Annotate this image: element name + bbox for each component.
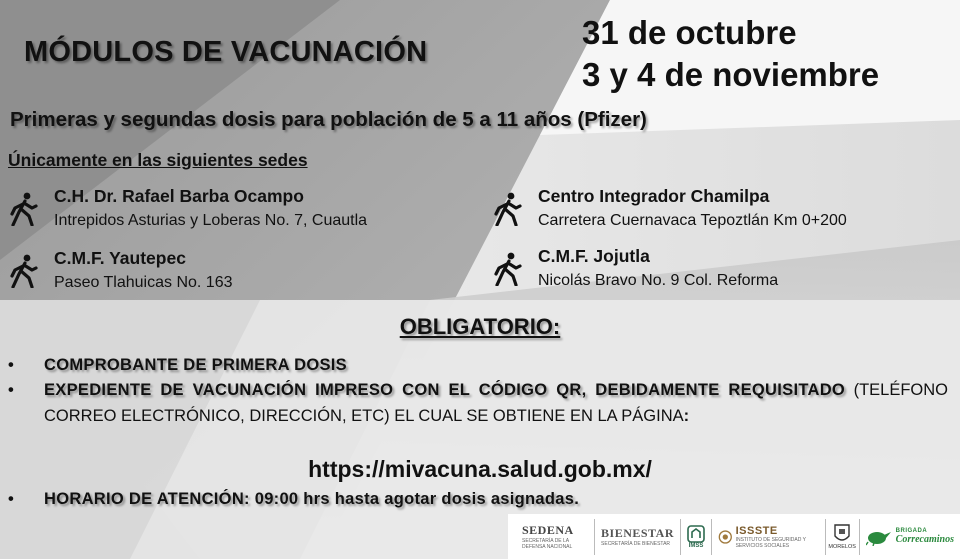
site-address: Nicolás Bravo No. 9 Col. Reforma (538, 272, 779, 289)
requirement-text: HORARIO DE ATENCIÓN: 09:00 hrs hasta agotar dosis asignadas. (44, 490, 580, 508)
sedena-logo-subtext: SECRETARÍA DE LA DEFENSA NACIONAL (522, 538, 573, 550)
morelos-logo-text: MORELOS (828, 543, 856, 550)
imss-emblem-icon (687, 525, 705, 543)
walking-person-icon (8, 192, 38, 226)
imss-logo-text: IMSS (688, 542, 704, 549)
site-name: C.M.F. Yautepec (54, 248, 186, 268)
bullet: • (8, 490, 14, 508)
sedena-logo-text: SEDENA (522, 523, 574, 537)
requirement-colon: : (683, 407, 690, 425)
issste-logo-subtext: INSTITUTO DE SEGURIDAD Y SERVICIOS SOCIALES (735, 536, 806, 549)
imss-logo (681, 519, 712, 555)
bullet: • (8, 381, 14, 399)
requirement-text-bold: EXPEDIENTE DE VACUNACIÓN IMPRESO CON EL CÓDIGO QR, DEBIDAMENTE REQUISITADO (44, 381, 846, 399)
bienestar-logo-text: BIENESTAR (601, 526, 674, 540)
vaccine-url[interactable]: https://mivacuna.salud.gob.mx/ (308, 456, 652, 482)
sites-heading: Únicamente en las siguientes sedes (8, 150, 308, 170)
sedena-logo (516, 519, 595, 555)
brigada-logo-script: Correcaminos (895, 534, 954, 545)
bienestar-logo (595, 519, 681, 555)
requirement-text: COMPROBANTE DE PRIMERA DOSIS (44, 356, 347, 374)
required-heading: OBLIGATORIO: (399, 314, 561, 339)
requirement-item (8, 377, 948, 429)
requirement-text-detail: (TELÉFONO CORREO ELECTRÓNICO, DIRECCIÓN, ETC) EL CUAL SE OBTIENE EN LA PÁGINA (44, 381, 949, 425)
footer-logo-bar (508, 514, 960, 559)
site-address: Intrepidos Asturias y Loberas No. 7, Cuautla (54, 212, 368, 229)
issste-emblem-icon (718, 526, 733, 548)
date-line-1: 31 de octubre (582, 14, 797, 51)
brigada-logo-text: BRIGADA (895, 528, 928, 534)
site-address: Carretera Cuernavaca Tepoztlán Km 0+200 (538, 212, 847, 229)
walking-person-icon (492, 192, 522, 226)
bullet: • (8, 356, 14, 374)
brigada-correcaminos-logo (860, 519, 960, 555)
site-address: Paseo Tlahuicas No. 163 (54, 274, 233, 291)
site-name: Centro Integrador Chamilpa (538, 186, 770, 206)
walking-person-icon (492, 252, 522, 286)
site-name: C.M.F. Jojutla (538, 246, 650, 266)
date-line-2: 3 y 4 de noviembre (582, 56, 880, 93)
morelos-logo (826, 519, 860, 555)
issste-logo-text: ISSSTE (735, 524, 778, 537)
poster-subtitle: Primeras y segundas dosis para población de 5 a 11 años (Pfizer) (10, 108, 647, 131)
site-name: C.H. Dr. Rafael Barba Ocampo (54, 186, 304, 206)
poster-title: MÓDULOS DE VACUNACIÓN (24, 36, 428, 68)
issste-logo (712, 519, 826, 555)
morelos-shield-icon (834, 524, 850, 544)
roadrunner-icon (866, 528, 892, 546)
walking-person-icon (8, 254, 38, 288)
requirement-item (8, 486, 948, 512)
bienestar-logo-subtext: SECRETARÍA DE BIENESTAR (601, 541, 671, 547)
requirement-item (8, 352, 948, 378)
